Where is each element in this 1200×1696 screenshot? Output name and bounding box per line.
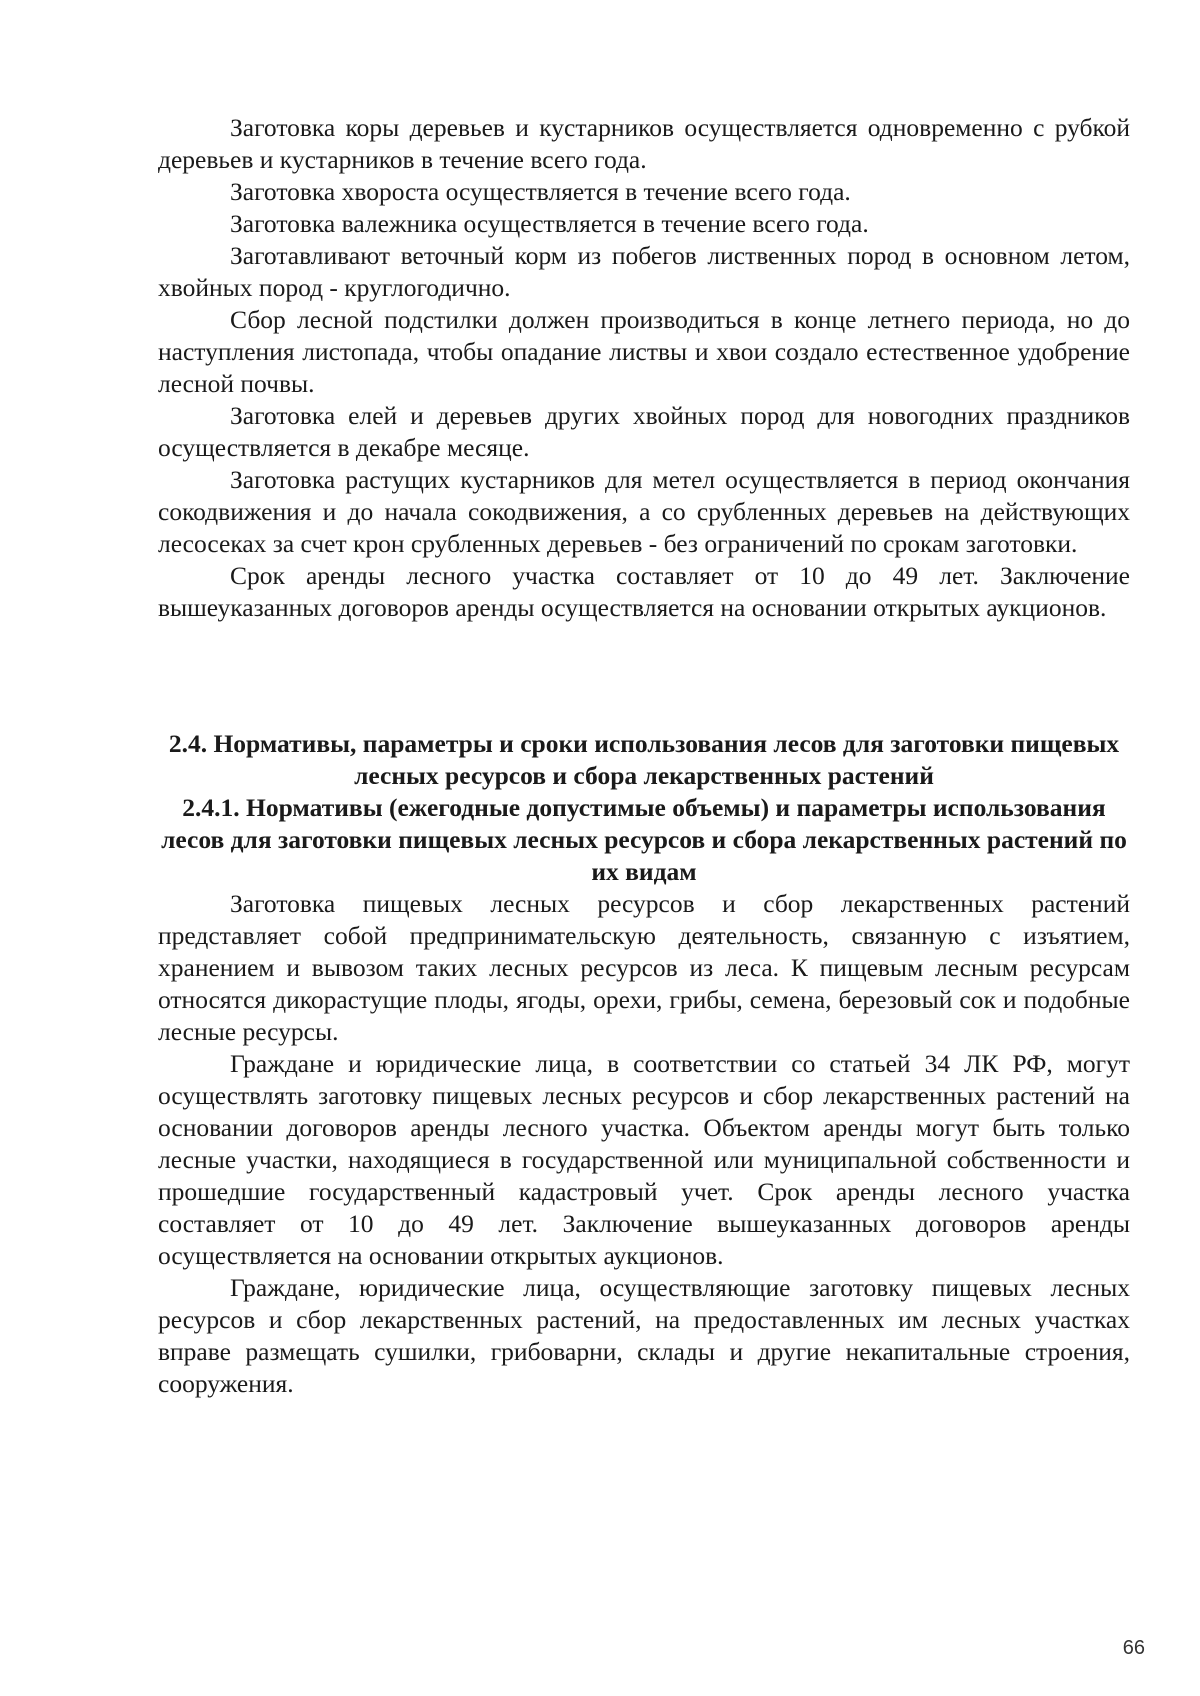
page-number: 66 [1122, 1637, 1145, 1659]
paragraph-structures: Граждане, юридические лица, осуществляющие заготовку пищевых лесных ресурсов и сбор лекарственных растений, на предоставленных им лесных участках вправе размещать сушилки, грибоварни, склады и другие некапитальные строения, сооружения. [158, 1273, 1130, 1398]
paragraph-lease-term: Срок аренды лесного участка составляет от 10 до 49 лет. Заключение вышеуказанных договоров аренды осуществляется на основании открытых аукционов. [158, 561, 1130, 622]
paragraph-food-resources: Заготовка пищевых лесных ресурсов и сбор лекарственных растений представляет собой предпринимательскую деятельность, связанную с изъятием, хранением и вывозом таких лесных ресурсов из леса. К пищевым лесным ресурсам относятся дикорастущие плоды, ягоды, орехи, грибы, семена, березовый сок и подобные лесные ресурсы. [158, 889, 1130, 1046]
paragraph-brushwood: Заготовка хвороста осуществляется в течение всего года. [230, 177, 851, 206]
paragraph-deadwood: Заготовка валежника осуществляется в течение всего года. [230, 209, 869, 238]
section-heading: 2.4. Нормативы, параметры и сроки использования лесов для заготовки пищевых лесных ресурсов и сбора лекарственных растений [168, 729, 1120, 790]
paragraph-broom-shrubs: Заготовка растущих кустарников для метел осуществляется в период окончания сокодвижения и до начала сокодвижения, а со срубленных деревьев на действующих лесосеках за счет крон срубленных деревьев - без ограничений по срокам заготовки. [158, 465, 1130, 558]
paragraph-forest-litter: Сбор лесной подстилки должен производиться в конце летнего периода, но до наступления листопада, чтобы опадание листвы и хвои создало естественное удобрение лесной почвы. [158, 305, 1130, 398]
paragraph-new-year-trees: Заготовка елей и деревьев других хвойных пород для новогодних праздников осуществляется в декабре месяце. [158, 401, 1130, 462]
section-2-4 [158, 728, 1130, 1400]
top-text-block [158, 112, 1130, 624]
subsection-heading: 2.4.1. Нормативы (ежегодные допустимые объемы) и параметры использования лесов для заготовки пищевых лесных ресурсов и сбора лекарственных растений по их видам [161, 793, 1127, 886]
paragraph-citizens-lease: Граждане и юридические лица, в соответствии со статьей 34 ЛК РФ, могут осуществлять заготовку пищевых лесных ресурсов и сбор лекарственных растений на основании договоров аренды лесного участка. Объектом аренды могут быть только лесные участки, находящиеся в государственной или муниципальной собственности и прошедшие государственный кадастровый учет. Срок аренды лесного участка составляет от 10 до 49 лет. Заключение вышеуказанных договоров аренды осуществляется на основании открытых аукционов. [158, 1049, 1130, 1270]
paragraph-branch-fodder: Заготавливают веточный корм из побегов лиственных пород в основном летом, хвойных пород - круглогодично. [158, 241, 1130, 302]
paragraph-bark-harvesting: Заготовка коры деревьев и кустарников осуществляется одновременно с рубкой деревьев и кустарников в течение всего года. [158, 113, 1130, 174]
